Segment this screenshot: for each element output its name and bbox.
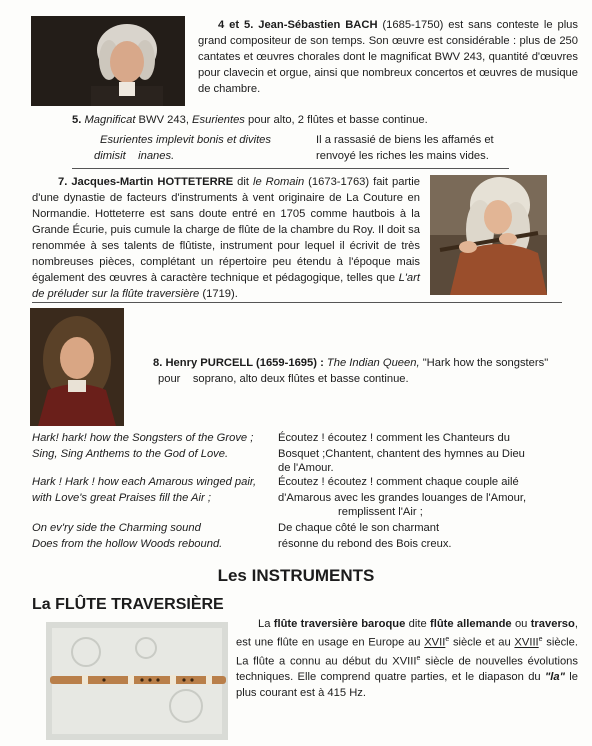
flute-text-q: le plus courant est à 415 Hz. bbox=[236, 671, 578, 700]
hotteterre-portrait-illustration bbox=[430, 175, 547, 295]
hotteterre-nickname: le Romain bbox=[252, 176, 305, 188]
bach-work-title: Magnificat bbox=[84, 114, 136, 126]
flute-text-o: siècle de nouvelles évolutions techniques. Elle comprend quatre parties, et le diapason du bbox=[236, 655, 578, 684]
flute-text-j: siècle et au bbox=[449, 636, 515, 649]
flute-photo-illustration bbox=[46, 622, 228, 740]
lyric-fr-5: d'Amarous avec les grandes louanges de l'Amour, bbox=[278, 492, 527, 504]
latin-line-1: Esurientes implevit bonis et divites bbox=[100, 134, 271, 146]
lyric-fr-2: Bosquet ;Chantent, chantent des hymnes au Dieu bbox=[278, 448, 525, 460]
bach-paragraph bbox=[198, 17, 578, 97]
flute-text-e: ou bbox=[511, 618, 531, 630]
hotteterre-dit: dit bbox=[233, 176, 253, 188]
purcell-name: Henry PURCELL (1659-1695) : bbox=[165, 357, 324, 369]
lyric-fr-7: De chaque côté le son charmant bbox=[278, 522, 440, 534]
flute-term-baroque: flûte traversière baroque bbox=[273, 618, 406, 630]
flute-photo bbox=[46, 622, 228, 740]
flute-text-c: dite bbox=[405, 618, 430, 630]
purcell-line-1 bbox=[153, 355, 578, 371]
bach-work-esurientes: Esurientes bbox=[192, 114, 245, 126]
purcell-work: The Indian Queen, bbox=[326, 357, 420, 369]
bach-name: Jean-Sébastien BACH bbox=[258, 19, 378, 31]
hotteterre-portrait bbox=[430, 175, 547, 295]
flute-term-traverso: traverso bbox=[530, 618, 575, 630]
flute-text-g: , est une flûte en usage en Europe au bbox=[236, 618, 578, 649]
flute-paragraph bbox=[236, 616, 578, 701]
flute-sup-2: e bbox=[538, 636, 543, 643]
divider-2 bbox=[32, 302, 562, 303]
flute-century-18: XVIII bbox=[514, 636, 539, 649]
hotteterre-book: L'art de préluder sur la flûte traversière bbox=[32, 272, 420, 300]
lyric-en-1: Hark! hark! how the Songsters of the Grove ; bbox=[32, 432, 254, 444]
lyric-en-4: with Love's great Praises fill the Air ; bbox=[32, 492, 211, 504]
lyric-fr-3: de l'Amour. bbox=[278, 462, 334, 474]
instruments-heading: Les INSTRUMENTS bbox=[217, 566, 375, 585]
flute-sup-3: e bbox=[416, 654, 421, 662]
bach-portrait-illustration bbox=[31, 16, 185, 106]
bach-work-bwv: BWV 243, bbox=[135, 114, 193, 126]
hotteterre-bio: (1673-1763) fait partie d'une dynastie de facteurs d'instruments à vent originaire de La Couture en Normandie. Hotteterre est sans doute entré en 1705 comme hautbois à la Grande Écurie, puis cumule la charge de flûte de la chambre du Roy. Il doit sa renommée à ses talents de flûtiste, instrument pour lequel il écrivit de très nombreuses pièces, complétant un répertoire peu étendu à l'époque mais également des œuvres à caractère technique et pédagogique, telles que bbox=[32, 176, 420, 284]
divider-1 bbox=[72, 168, 509, 169]
lyric-fr-6: remplissent l'Air ; bbox=[338, 506, 423, 518]
hotteterre-name: Jacques-Martin HOTTETERRE bbox=[71, 176, 234, 188]
purcell-portrait bbox=[30, 308, 124, 426]
flute-century-17: XVII bbox=[424, 636, 446, 649]
purcell-number: 8. bbox=[153, 357, 163, 369]
purcell-portrait-illustration bbox=[30, 308, 124, 426]
flute-subheading: La FLÛTE TRAVERSIÈRE bbox=[32, 596, 224, 613]
flute-text-m: siècle. La flûte a connu au début du XVIII bbox=[236, 636, 578, 668]
bach-work-number: 5. bbox=[72, 114, 82, 126]
hotteterre-year: (1719). bbox=[199, 288, 238, 300]
bach-work-line bbox=[72, 112, 572, 128]
latin-line-2: dimisit inanes. bbox=[94, 150, 175, 162]
flute-sup-1: e bbox=[445, 636, 450, 643]
french-line-2: renvoyé les riches les mains vides. bbox=[316, 150, 489, 162]
purcell-quote: "Hark how the songsters" bbox=[419, 357, 549, 369]
lyric-fr-1: Écoutez ! écoutez ! comment les Chanteurs du bbox=[278, 432, 510, 444]
flute-text-a: La bbox=[258, 618, 274, 630]
lyric-en-2: Sing, Sing Anthems to the God of Love. bbox=[32, 448, 229, 460]
bach-work-scoring: pour alto, 2 flûtes et basse continue. bbox=[244, 114, 428, 126]
lyric-fr-8: résonne du rebond des Bois creux. bbox=[278, 538, 452, 550]
hotteterre-paragraph bbox=[32, 174, 420, 302]
purcell-line-2: pour soprano, alto deux flûtes et basse continue. bbox=[158, 373, 409, 385]
lyric-fr-4: Écoutez ! écoutez ! comment chaque couple ailé bbox=[278, 476, 519, 488]
lyric-en-5: On ev'ry side the Charming sound bbox=[32, 522, 201, 534]
flute-term-la: "la" bbox=[544, 671, 565, 684]
lyric-en-6: Does from the hollow Woods rebound. bbox=[32, 538, 223, 550]
bach-number: 4 et 5. bbox=[218, 19, 254, 31]
flute-term-allemande: flûte allemande bbox=[430, 618, 512, 630]
bach-bio: (1685-1750) est sans conteste le plus grand compositeur de son temps. Son œuvre est considérable : plus de 250 cantates et œuvres chorales dont le magnificat BWV 243, quantité d'œuvres pour clavecin et orgue, ainsi que nombreux concertos et œuvres de musique de chambre. bbox=[198, 19, 578, 95]
hotteterre-number: 7. bbox=[58, 176, 68, 188]
lyric-en-3: Hark ! Hark ! how each Amarous winged pair, bbox=[32, 476, 257, 488]
french-line-1: Il a rassasié de biens les affamés et bbox=[316, 134, 494, 146]
bach-portrait bbox=[31, 16, 185, 106]
